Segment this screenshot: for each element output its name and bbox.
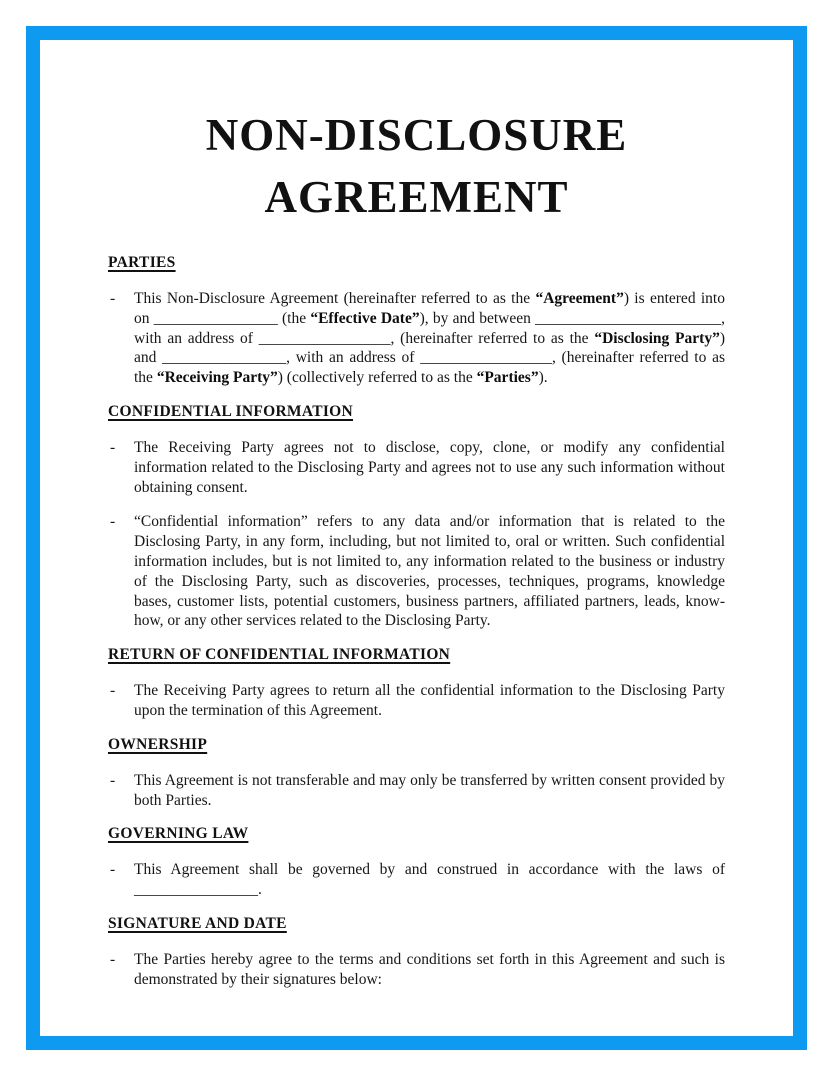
bullet-text: The Parties hereby agree to the terms and conditions set forth in this Agreement and such is demonstrated by their signatures below: xyxy=(134,950,725,988)
bullet-item xyxy=(108,681,725,721)
bullet-marker: - xyxy=(110,950,116,968)
document-title xyxy=(108,104,725,228)
bullet-text: The Receiving Party agrees not to disclose, copy, clone, or modify any confidential information related to the Disclosing Party and agrees not to use any such information without obtaining consent. xyxy=(134,438,725,496)
bullet-item xyxy=(108,289,725,388)
section-heading: CONFIDENTIAL INFORMATION xyxy=(108,402,354,420)
title-line-2: AGREEMENT xyxy=(264,172,569,222)
defined-term: “Agreement” xyxy=(535,290,624,307)
bullet-marker: - xyxy=(110,290,116,307)
section-heading: SIGNATURE AND DATE xyxy=(108,914,287,932)
section-heading: PARTIES xyxy=(108,254,176,271)
fill-in-blank: ________________ xyxy=(153,309,278,327)
title-line-1: NON-DISCLOSURE xyxy=(205,110,628,160)
bullet-marker: - xyxy=(110,682,116,700)
fill-in-blank: ________________________ xyxy=(535,309,722,327)
bullet-text: This Non-Disclosure Agreement (hereinafter referred to as the “Agreement”) is entered into on ________________ (the “Effective Date”), by and between ________________________, with an address of _________________, (hereinafter referred to as the “Disclosing Party”) and ________________, with an address of _________________, (hereinafter referred to as the “Receiving Party”) (collectively referred to as the “Parties”). xyxy=(134,290,725,387)
defined-term: “Effective Date” xyxy=(310,309,420,327)
bullet-text: This Agreement shall be governed by and construed in accordance with the laws of ________________. xyxy=(134,861,725,899)
fill-in-blank: _________________ xyxy=(258,329,391,347)
bullet-marker: - xyxy=(110,771,116,789)
fill-in-blank: ________________ xyxy=(162,349,287,367)
bullet-item xyxy=(108,512,725,631)
bullet-marker: - xyxy=(110,513,116,531)
defined-term: “Receiving Party” xyxy=(156,369,278,387)
bullet-text: The Receiving Party agrees to return all the confidential information to the Disclosing Party upon the termination of this Agreement. xyxy=(134,682,725,719)
document-body xyxy=(108,254,725,990)
bullet-item xyxy=(108,950,725,990)
section-heading: RETURN OF CONFIDENTIAL INFORMATION xyxy=(108,646,451,664)
section-heading: OWNERSHIP xyxy=(108,735,208,753)
defined-term: “Parties” xyxy=(476,369,539,387)
fill-in-blank: _________________ xyxy=(420,349,552,367)
bullet-item xyxy=(108,771,725,811)
bullet-item xyxy=(108,438,725,497)
bullet-item xyxy=(108,860,725,900)
bullet-marker: - xyxy=(110,438,116,456)
bullet-text: “Confidential information” refers to any data and/or information that is related to the Disclosing Party, in any form, including, but not limited to, oral or written. Such confidential information includes, but is not limited to, any information related to the business or industry of the Disclosing Party, such as discoveries, processes, techniques, programs, knowledge bases, customer lists, potential customers, business partners, affiliated partners, leads, know-how, or any other services related to the Disclosing Party. xyxy=(134,513,725,630)
bullet-marker: - xyxy=(110,861,116,879)
defined-term: “Disclosing Party” xyxy=(594,329,720,347)
section-heading: GOVERNING LAW xyxy=(108,825,249,843)
document-page xyxy=(26,26,807,1050)
bullet-text: This Agreement is not transferable and may only be transferred by written consent provided by both Parties. xyxy=(134,771,725,809)
fill-in-blank: ________________ xyxy=(134,881,258,899)
